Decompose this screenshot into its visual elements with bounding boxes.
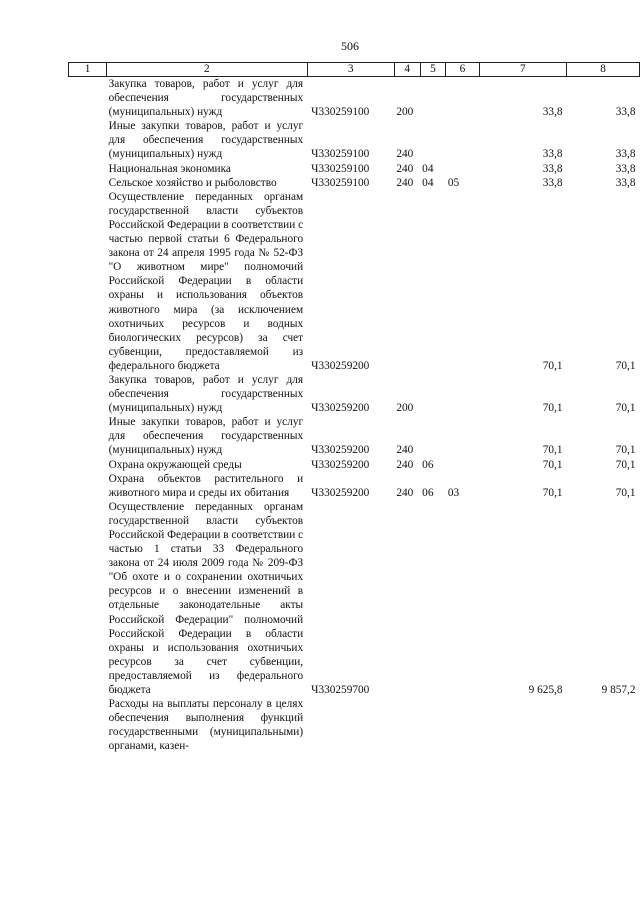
row-amount-year-2: 33,8 [615,106,636,119]
row-name: Сельское хозяйство и рыболовство [108,176,277,189]
row-amount-year-2: 70,1 [615,444,636,457]
row-expense-type: 240 [396,148,414,161]
row-col-1 [69,190,107,373]
row-target-code: Ч330259200 [311,458,370,471]
row-expense-type [394,697,420,753]
row-name: Закупка товаров, работ и услуг для обеспечения государственных (муниципальных) нужд [108,78,304,119]
row-section [420,500,446,697]
row-expense-type: 240 [396,458,414,471]
row-section: 04 [422,162,434,175]
table-row [69,458,640,472]
col-header-8: 8 [567,63,640,77]
row-target-code: Ч330259200 [311,402,370,415]
col-header-6: 6 [446,63,479,77]
row-expense-type [394,500,420,697]
row-amount-year-1: 70,1 [542,359,563,372]
row-col-1 [69,415,107,457]
row-amount-year-1: 9 625,8 [528,684,563,697]
row-subsection [446,77,479,120]
row-section [420,119,446,161]
row-expense-type [394,190,420,373]
row-expense-type: 240 [396,176,414,189]
row-section [420,415,446,457]
row-expense-type: 200 [396,106,414,119]
table-row [69,190,640,373]
row-section [420,190,446,373]
row-expense-type: 240 [396,444,414,457]
row-expense-type: 240 [396,486,414,499]
row-name: Охрана объектов растительного и животного мира и среды их обитания [108,472,304,499]
table-row [69,119,640,161]
row-amount-year-1: 70,1 [542,444,563,457]
row-amount-year-2: 33,8 [615,148,636,161]
row-amount-year-2: 70,1 [615,402,636,415]
row-target-code: Ч330259700 [311,684,370,697]
row-section: 04 [422,176,434,189]
row-subsection [446,458,479,472]
row-target-code: Ч330259100 [311,106,370,119]
row-target-code: Ч330259200 [311,444,370,457]
table-row [69,77,640,120]
row-subsection [446,415,479,457]
table-row [69,176,640,190]
row-target-code: Ч330259200 [311,486,370,499]
table-row [69,500,640,697]
row-col-1 [69,119,107,161]
row-section: 06 [422,486,434,499]
row-amount-year-1 [479,697,566,753]
row-amount-year-2: 70,1 [615,486,636,499]
row-amount-year-2: 70,1 [615,359,636,372]
row-name: Расходы на выплаты персоналу в целях обеспечения выполнения функций государственными (муниципальными) органами, казен- [108,698,304,753]
row-amount-year-1: 70,1 [542,458,563,471]
row-target-code: Ч330259200 [311,359,370,372]
table-body [69,77,640,754]
row-subsection [446,162,479,176]
row-section [420,373,446,415]
page-number: 506 [341,39,359,53]
row-subsection: 05 [447,176,460,189]
table-row [69,162,640,176]
row-name: Осуществление переданных органам государственной власти субъектов Российской Федерации в соответствии с частью 1 статьи 33 Федерального закона от 24 июля 2009 года № 209-ФЗ "Об охоте и о сохранении охотничьих ресурсов и о внесении изменений в отдельные законодательные акты Российской Федерации" полномочий Российской Федерации в области охраны и использования охотничьих ресурсов за счет субвенции, предоставляемой из федерального бюджета [108,500,304,697]
row-amount-year-1: 33,8 [542,176,563,189]
table-header-row [69,63,640,77]
col-header-2: 2 [107,63,308,77]
row-target-code [307,697,394,753]
row-amount-year-2: 33,8 [615,162,636,175]
row-col-1 [69,500,107,697]
row-col-1 [69,77,107,120]
row-amount-year-1: 33,8 [542,106,563,119]
table-row [69,415,640,457]
col-header-3: 3 [307,63,394,77]
row-name: Закупка товаров, работ и услуг для обеспечения государственных (муниципальных) нужд [108,373,304,415]
row-subsection [446,119,479,161]
row-name: Иные закупки товаров, работ и услуг для обеспечения государственных (муниципальных) нужд [108,120,304,161]
row-name: Иные закупки товаров, работ и услуг для обеспечения государственных (муниципальных) нужд [108,416,304,457]
row-amount-year-1: 70,1 [542,402,563,415]
row-subsection: 03 [447,486,460,499]
row-section [420,77,446,120]
row-amount-year-1: 70,1 [542,486,563,499]
col-header-7: 7 [479,63,566,77]
row-subsection [446,500,479,697]
table-row [69,472,640,500]
col-header-1: 1 [69,63,107,77]
row-amount-year-2 [567,697,640,753]
row-col-1 [69,458,107,472]
row-target-code: Ч330259100 [311,162,370,175]
row-subsection [446,373,479,415]
row-subsection [446,697,479,753]
row-col-1 [69,697,107,753]
table-row [69,697,640,753]
row-col-1 [69,472,107,500]
row-subsection [446,190,479,373]
row-amount-year-2: 33,8 [615,176,636,189]
row-amount-year-1: 33,8 [542,162,563,175]
row-col-1 [69,162,107,176]
row-name: Осуществление переданных органам государственной власти субъектов Российской Федерации в соответствии с частью первой статьи 6 Федерального закона от 24 апреля 1995 года № 52-ФЗ "О животном мире" полномочий Российской Федерации в области охраны и использования объектов животного мира (за исключением охотничьих ресурсов и водных биологических ресурсов) за счет субвенции, предоставляемой из федерального бюджета [108,190,304,372]
row-target-code: Ч330259100 [311,176,370,189]
row-col-1 [69,373,107,415]
row-target-code: Ч330259100 [311,148,370,161]
table-row [69,373,640,415]
row-name: Национальная экономика [108,162,231,175]
row-section [420,697,446,753]
row-amount-year-2: 9 857,2 [601,684,636,697]
col-header-5: 5 [420,63,446,77]
row-expense-type: 240 [396,162,414,175]
row-expense-type: 200 [396,402,414,415]
row-col-1 [69,176,107,190]
row-amount-year-1: 33,8 [542,148,563,161]
row-section: 06 [422,458,434,471]
col-header-4: 4 [394,63,420,77]
row-name: Охрана окружающей среды [108,458,242,471]
budget-table [68,62,640,754]
row-amount-year-2: 70,1 [615,458,636,471]
